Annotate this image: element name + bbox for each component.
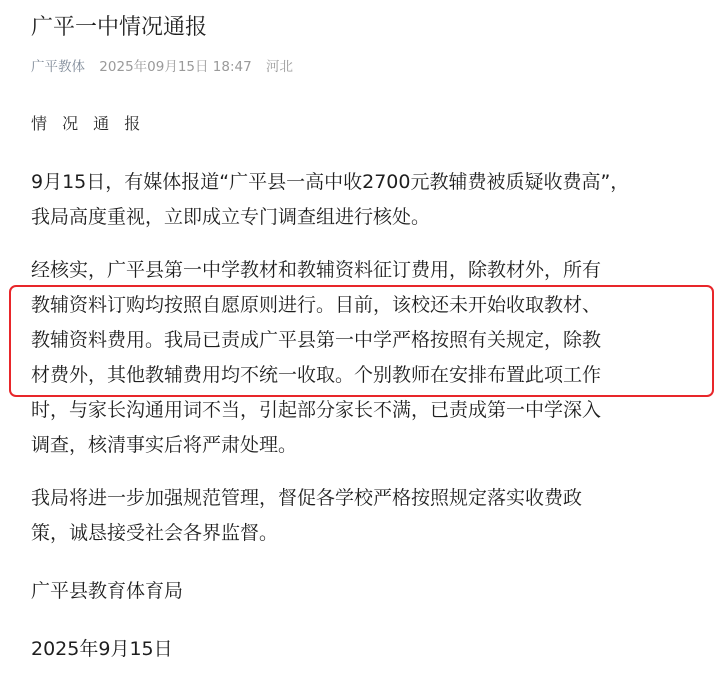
paragraph-line: 教辅资料订购均按照自愿原则进行。目前，该校还未开始收取教材、 — [31, 294, 602, 316]
author-link[interactable]: 广平教体 — [31, 59, 85, 75]
paragraph-line: 我局高度重视，立即成立专门调查组进行核处。 — [31, 206, 431, 228]
signature-date — [31, 632, 721, 667]
paragraph-line: 策，诚恳接受社会各界监督。 — [31, 522, 279, 544]
publish-location: 河北 — [266, 59, 294, 75]
paragraph-3 — [31, 481, 721, 551]
paragraph-line: 我局将进一步加强规范管理，督促各学校严格按照规定落实收费政 — [31, 487, 583, 509]
organization-name: 广平县教育体育局 — [31, 580, 184, 602]
paragraph-line: 材费外，其他教辅费用均不统一收取。个别教师在安排布置此项工作 — [31, 364, 602, 386]
paragraph-line: 调查，核清事实后将严肃处理。 — [31, 434, 298, 456]
paragraph-line: 教辅资料费用。我局已责成广平县第一中学严格按照有关规定，除教 — [31, 329, 602, 351]
paragraph-line: 时，与家长沟通用词不当，引起部分家长不满，已责成第一中学深入 — [31, 399, 602, 421]
paragraph-2 — [31, 253, 721, 463]
signature-organization — [31, 574, 721, 609]
article-meta — [31, 57, 293, 77]
section-heading: 情 况 通 报 — [31, 114, 146, 133]
page-title: 广平一中情况通报 — [31, 15, 208, 40]
publish-time: 2025年09月15日 18:47 — [99, 59, 252, 75]
paragraph-1 — [31, 165, 721, 235]
paragraph-line: 经核实，广平县第一中学教材和教辅资料征订费用，除教材外，所有 — [31, 259, 602, 281]
issue-date: 2025年9月15日 — [31, 638, 173, 660]
paragraph-line: 9月15日，有媒体报道“广平县一高中收2700元教辅费被质疑收费高”， — [31, 171, 630, 193]
